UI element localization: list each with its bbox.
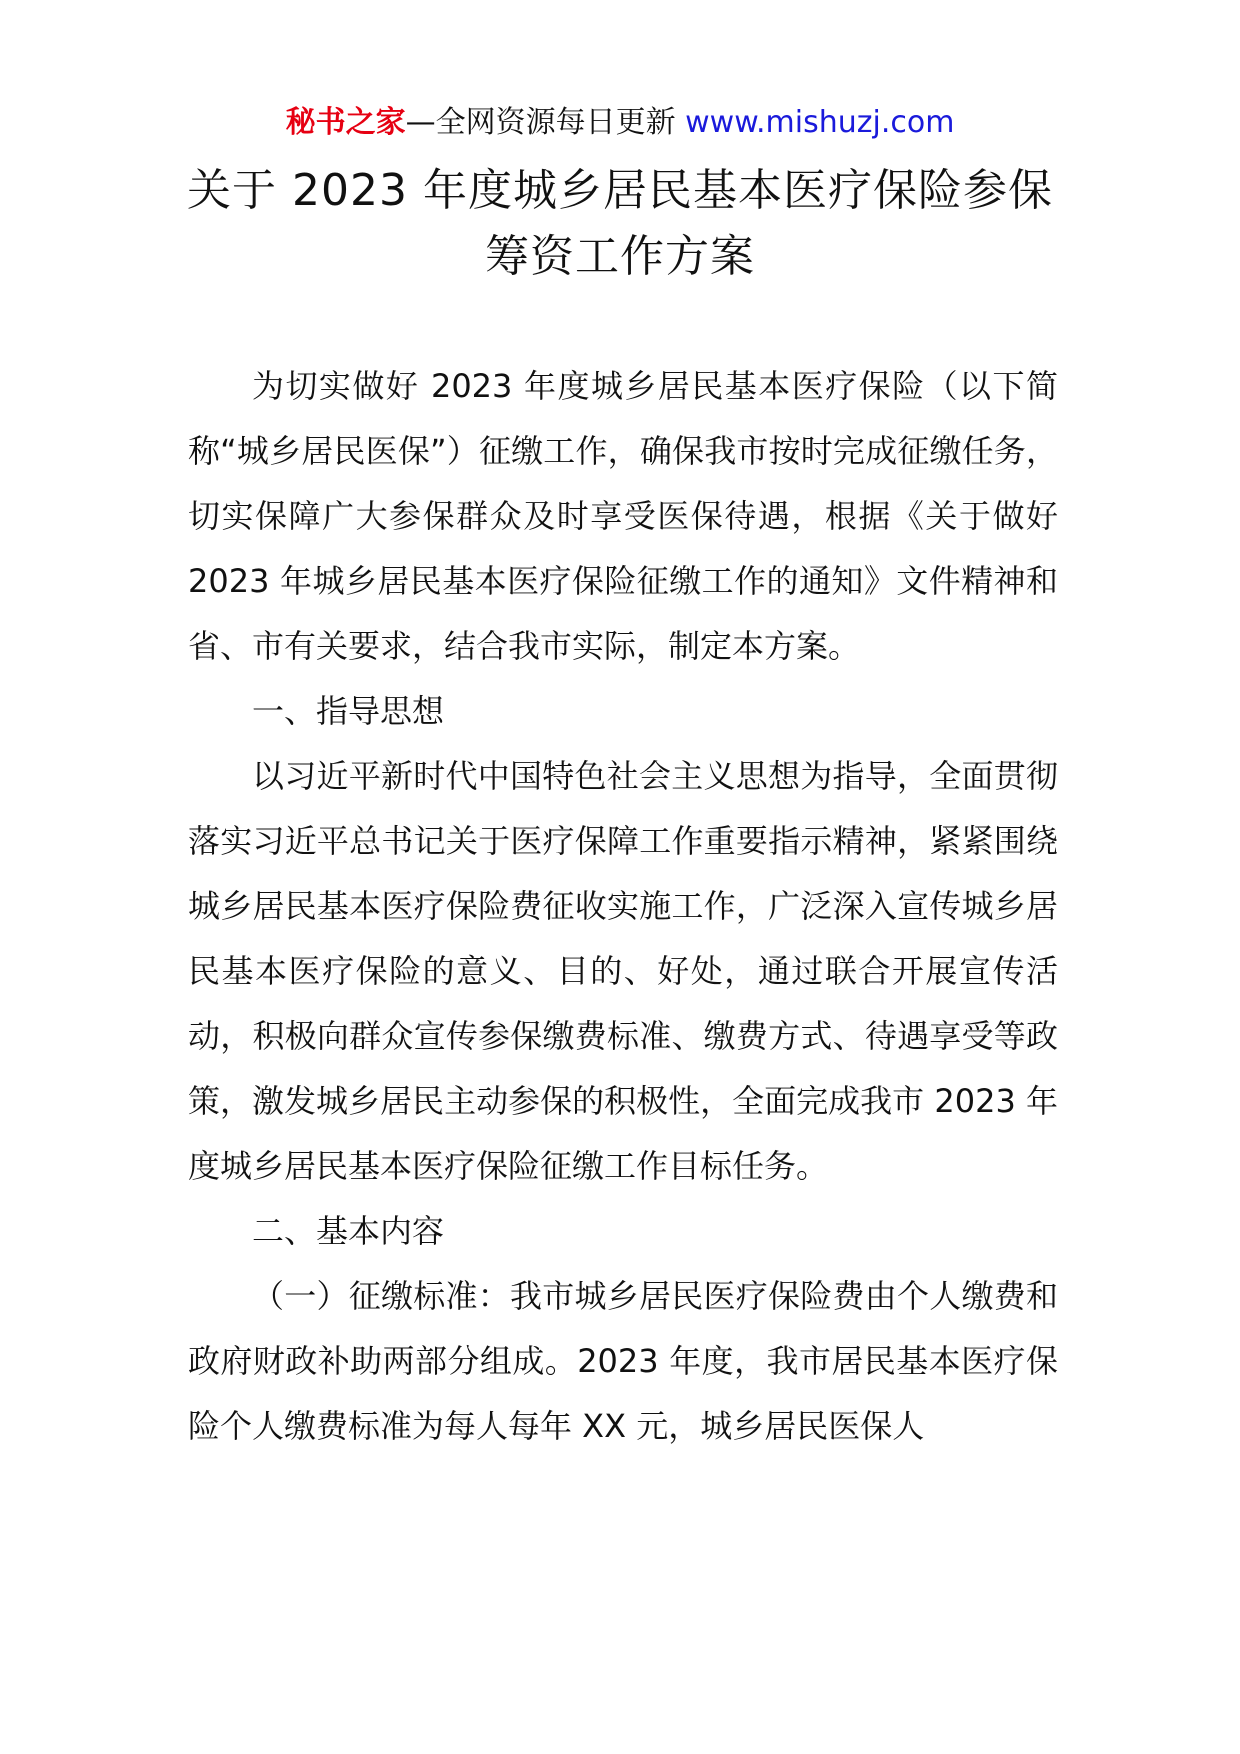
site-url-link[interactable]: www.mishuzj.com [685,105,955,140]
document-body [188,354,1058,1459]
section-heading-guiding-ideology: 一、指导思想 [252,692,445,730]
document-title [160,158,1080,290]
title-line-2: 筹资工作方案 [485,231,755,282]
intro-paragraph: 为切实做好 2023 年度城乡居民基本医疗保险（以下简称“城乡居民医保”）征缴工作，确保我市按时完成征缴任务，切实保障广大参保群众及时享受医保待遇，根据《关于做好 2023 年城乡居民基本医疗保险征缴工作的通知》文件精神和省、市有关要求，结合我市实际，制定本方案。 [188,367,1058,665]
guiding-ideology-paragraph: 以习近平新时代中国特色社会主义思想为指导，全面贯彻落实习近平总书记关于医疗保障工作重要指示精神，紧紧围绕城乡居民基本医疗保险费征收实施工作，广泛深入宣传城乡居民基本医疗保险的意义、目的、好处，通过联合开展宣传活动，积极向群众宣传参保缴费标准、缴费方式、待遇享受等政策，激发城乡居民主动参保的积极性，全面完成我市 2023 年度城乡居民基本医疗保险征缴工作目标任务。 [188,757,1058,1185]
site-name: 秘书之家 [285,105,406,140]
header-banner [0,101,1240,145]
collection-standard-paragraph: （一）征缴标准：我市城乡居民医疗保险费由个人缴费和政府财政补助两部分组成。2023 年度，我市居民基本医疗保险个人缴费标准为每人每年 XX 元，城乡居民医保人 [188,1277,1058,1445]
title-line-1: 关于 2023 年度城乡居民基本医疗保险参保 [187,165,1053,216]
site-slogan: —全网资源每日更新 [405,105,686,140]
section-heading-basic-content: 二、基本内容 [252,1212,445,1250]
